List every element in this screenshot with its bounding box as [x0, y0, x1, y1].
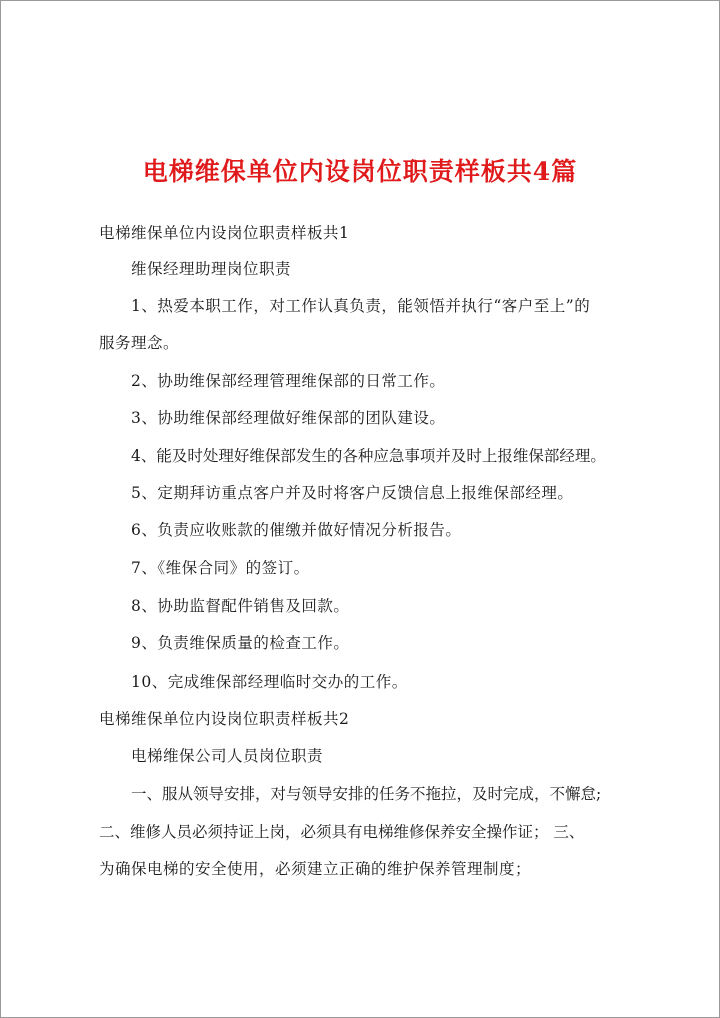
duty-item-8: 8、协助监督配件销售及回款。: [131, 597, 350, 615]
duty-item-2: 2、协助维保部经理管理维保部的日常工作。: [131, 372, 446, 390]
duty-item-10: 10、完成维保部经理临时交办的工作。: [131, 673, 408, 691]
duty-item-9: 9、负责维保质量的检查工作。: [131, 634, 350, 652]
duty-item-5: 5、定期拜访重点客户并及时将客户反馈信息上报维保部经理。: [131, 484, 574, 502]
section-2-subheading: 电梯维保公司人员岗位职责: [131, 747, 324, 765]
section-1-subheading: 维保经理助理岗位职责: [131, 260, 292, 278]
document-title: 电梯维保单位内设岗位职责样板共4篇: [142, 157, 578, 186]
duty-item-1-continued: 服务理念。: [99, 334, 180, 352]
section-1-heading: 电梯维保单位内设岗位职责样板共1: [99, 224, 350, 242]
duty-item-7: 7、《维保合同》的签订。: [131, 559, 310, 577]
duty-item-6: 6、负责应收账款的催缴并做好情况分析报告。: [131, 521, 462, 539]
duty-item-4: 4、能及时处理好维保部发生的各种应急事项并及时上报维保部经理。: [131, 447, 606, 465]
section-2-line-2: 二、维修人员必须持证上岗，必须具有电梯维修保养安全操作证； 三、: [99, 823, 585, 841]
duty-item-3: 3、协助维保部经理做好维保部的团队建设。: [131, 409, 446, 427]
section-2-line-3: 为确保电梯的安全使用，必须建立正确的维护保养管理制度；: [99, 860, 532, 878]
duty-item-1: 1、热爱本职工作，对工作认真负责，能领悟并执行“客户至上”的: [131, 297, 591, 315]
section-2-line-1: 一、服从领导安排，对与领导安排的任务不拖拉，及时完成，不懈怠;: [131, 785, 602, 803]
section-2-heading: 电梯维保单位内设岗位职责样板共2: [99, 710, 350, 728]
